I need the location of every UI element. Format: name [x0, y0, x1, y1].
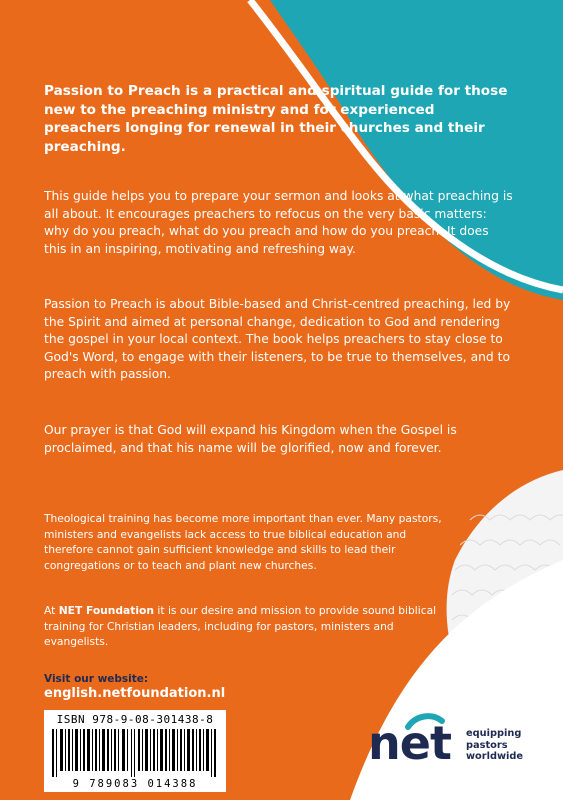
- tagline-line-2: pastors: [466, 739, 508, 751]
- tagline-line-1: equipping: [466, 728, 522, 739]
- foundation-prefix: At: [44, 604, 59, 617]
- net-foundation-logo: [368, 713, 464, 769]
- logo-tagline: [466, 728, 523, 763]
- foundation-paragraph-1: Theological training has become more important than ever. Many pastors, ministers and evangelists lack access to true biblical education and therefore cannot gain sufficient knowledge and skills to lead their congregations or to teach and plant new churches.: [44, 512, 442, 573]
- foundation-suffix: it is our desire and mission to provide sound biblical training for Christian leaders, including for pastors, ministers and evangelists.: [44, 604, 437, 649]
- isbn-barcode: [44, 710, 226, 792]
- intro-paragraph-2: Passion to Preach is about Bible-based and Christ-centred preaching, led by the Spirit and aimed at personal change, dedication to God and rendering the gospel in your local context. The book helps preachers to stay close to God's Word, to engage with their listeners, to be true to themselves, and to preach with passion.: [44, 297, 511, 382]
- intro-paragraph-1: This guide helps you to prepare your sermon and looks at what preaching is all about. It encourages preachers to refocus on the very basic matters: why do you preach, what do you preach and how do you preach. It does this in an inspiring, motivating and refreshing way.: [44, 189, 513, 256]
- isbn-label: ISBN 978-9-08-301438-8: [56, 713, 214, 726]
- barcode-digits: 9 789083 014388: [72, 778, 198, 790]
- website-url[interactable]: english.netfoundation.nl: [44, 686, 226, 701]
- intro-paragraph-3: Our prayer is that God will expand his Kingdom when the Gospel is proclaimed, and that his name will be glorified, now and forever.: [44, 423, 457, 455]
- foundation-paragraph-2: [44, 603, 444, 650]
- barcode-bars: [52, 729, 218, 777]
- intro-lead: Passion to Preach is a practical and spiritual guide for those new to the preaching ministry and for experienced preachers longing for renewal in their churches and their preaching.: [44, 83, 508, 155]
- website-label: Visit our website:: [44, 673, 149, 685]
- foundation-org-name: NET Foundation: [58, 604, 154, 617]
- logo-wordmark: net: [368, 716, 451, 769]
- tagline-line-3: worldwide: [466, 751, 524, 762]
